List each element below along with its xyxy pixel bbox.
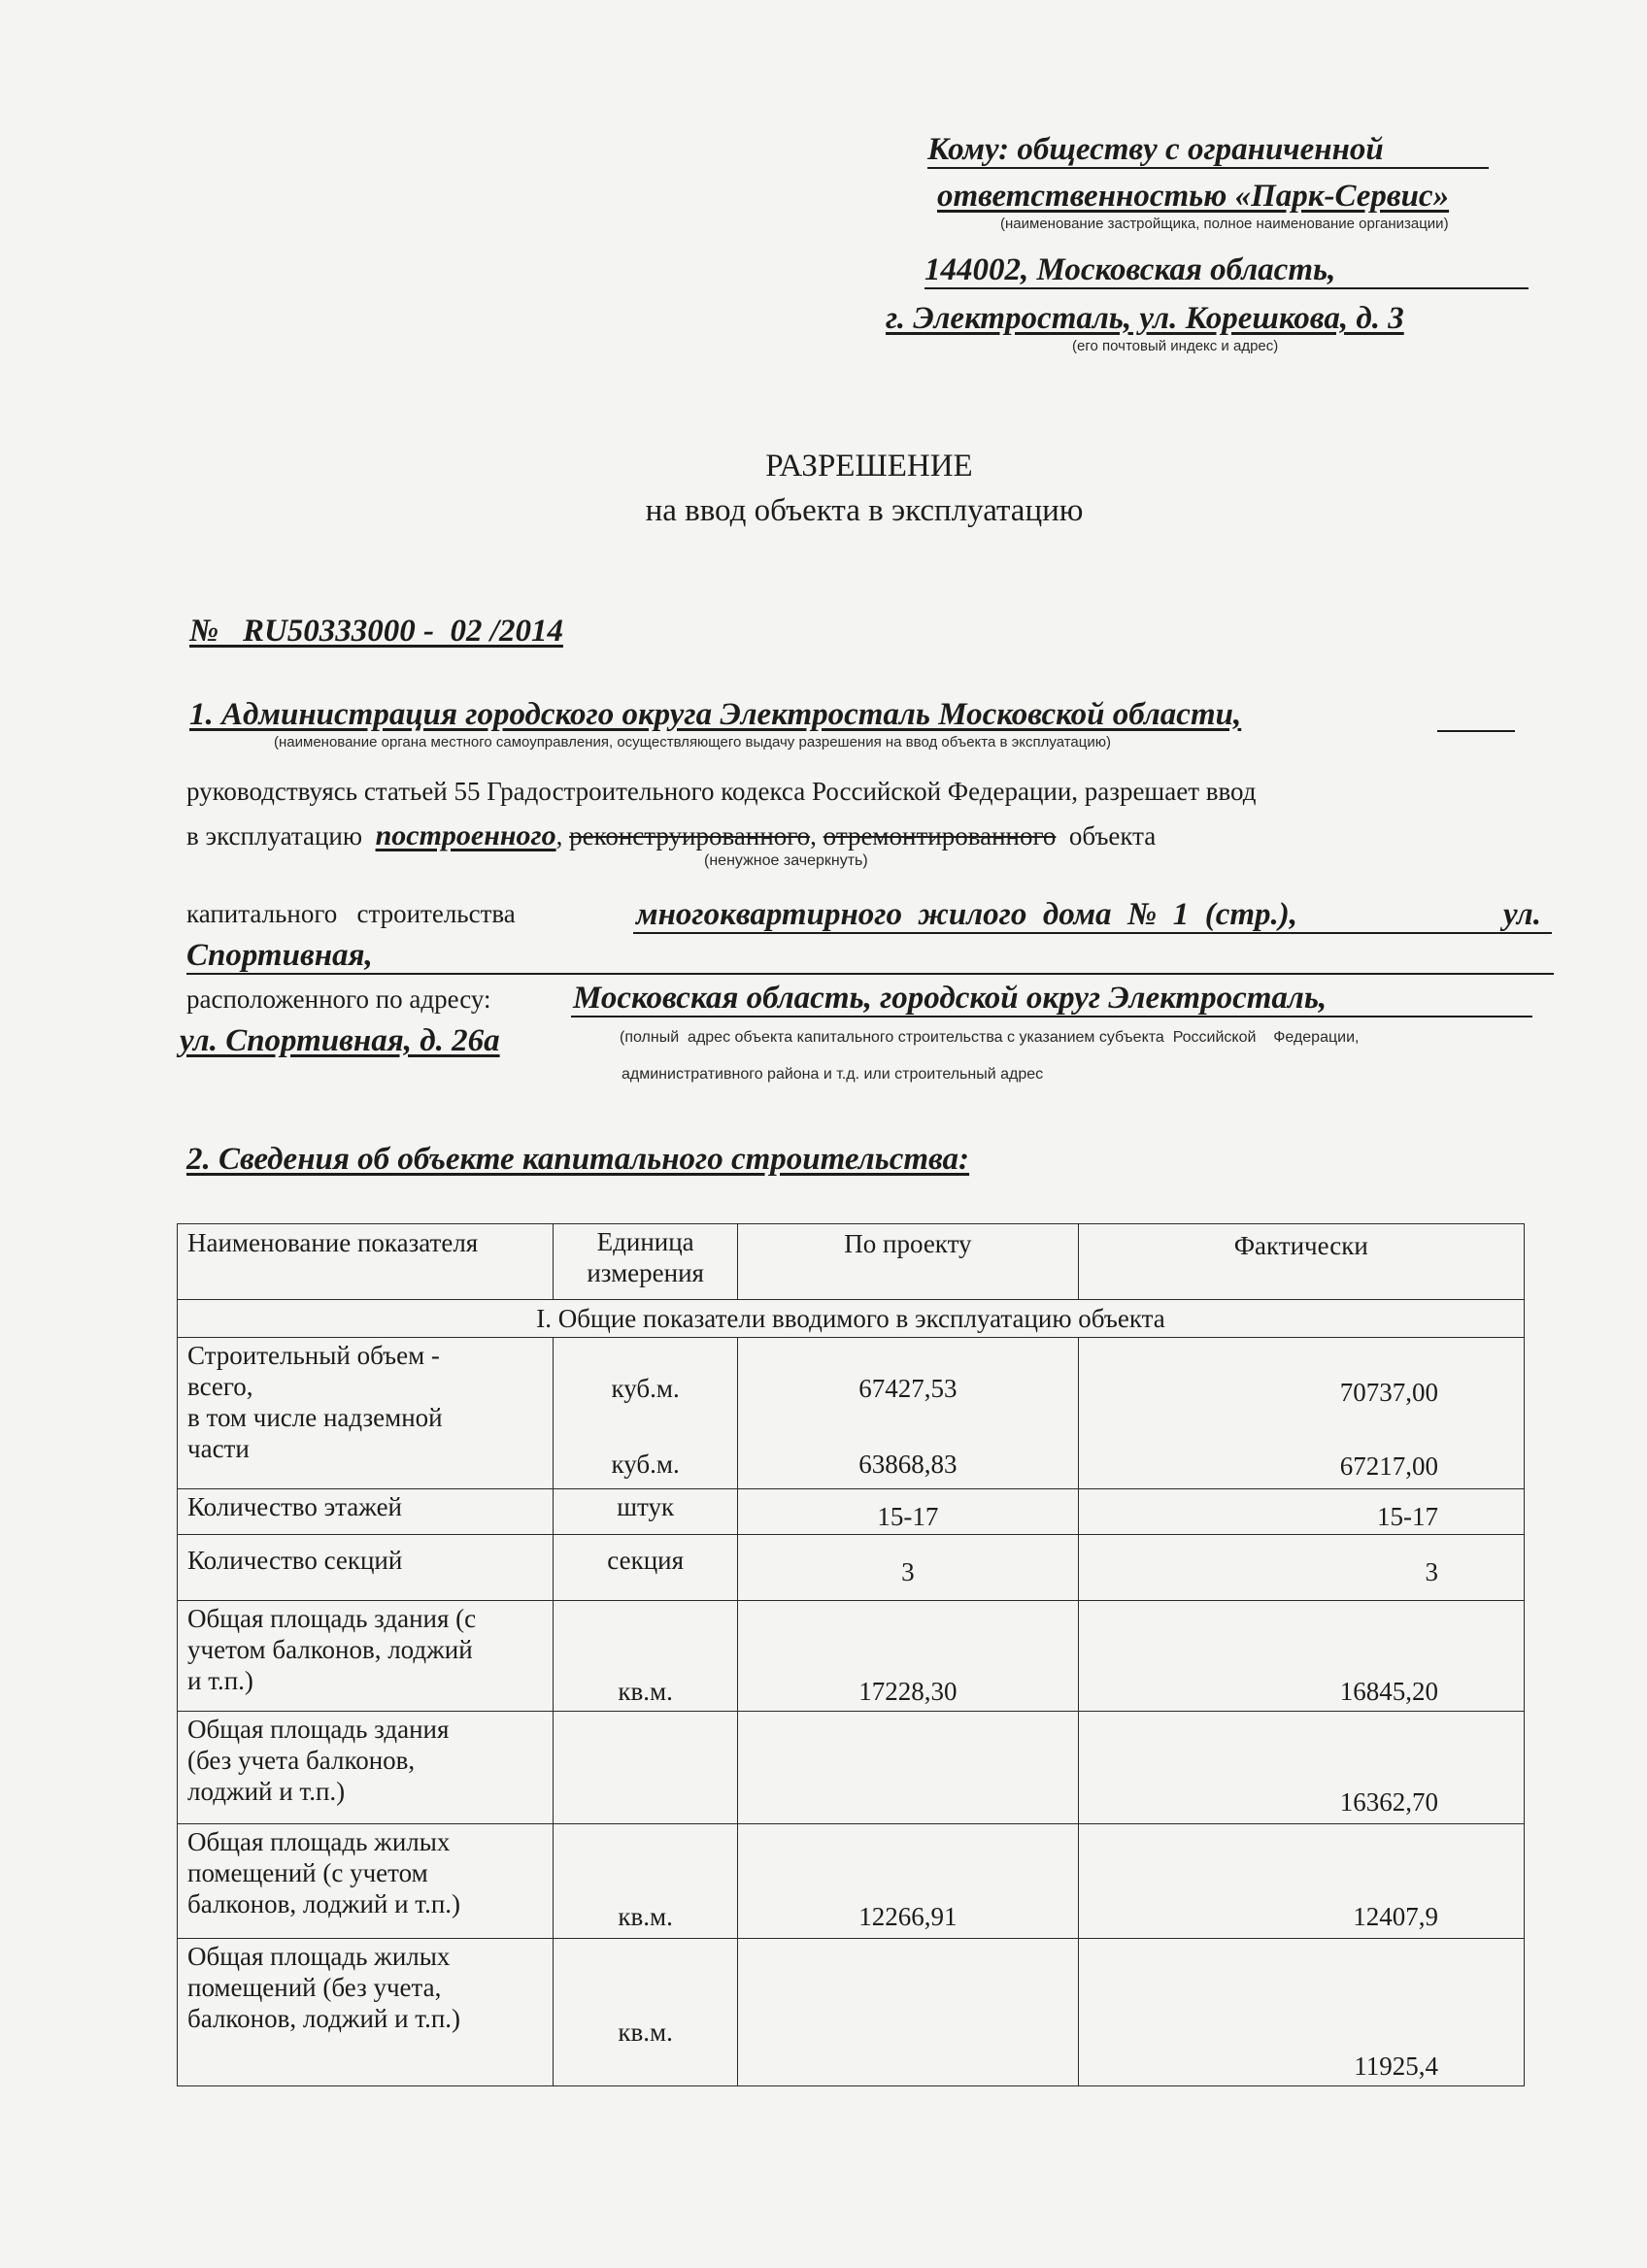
plan-above-ground: 63868,83 <box>858 1450 958 1479</box>
row-unit: кв.м. <box>554 1824 738 1939</box>
object-info-table <box>177 1223 1525 2086</box>
row-plan: 17228,30 <box>738 1601 1078 1712</box>
row-fact: 12407,9 <box>1078 1824 1524 1939</box>
section-2-heading: 2. Сведения об объекте капитального строительства: <box>186 1142 970 1177</box>
section-1-text-line-2 <box>186 819 1156 852</box>
row-fact <box>1078 1338 1524 1489</box>
document-title: РАЗРЕШЕНИЕ <box>765 449 973 484</box>
table-row <box>178 1489 1525 1535</box>
object-address-hint-2: административного района и т.д. или строительный адрес <box>622 1066 1044 1083</box>
row-name: Общая площадь жилых помещений (без учета, балконов, лоджий и т.п.) <box>178 1939 554 2086</box>
address-label: расположенного по адресу: <box>186 984 491 1014</box>
row-name: Количество этажей <box>178 1489 554 1535</box>
row-name: Общая площадь жилых помещений (с учетом балконов, лоджий и т.п.) <box>178 1824 554 1939</box>
table-row <box>178 1535 1525 1601</box>
object-name-line-1b: ул. <box>1503 897 1541 932</box>
object-name-line-2: Спортивная, <box>186 938 373 973</box>
recipient-address-2: г. Электросталь, ул. Корешкова, д. 3 <box>886 301 1404 336</box>
built-option: построенного <box>375 819 556 851</box>
comma: , <box>555 821 563 850</box>
row-fact: 16845,20 <box>1078 1601 1524 1712</box>
column-header: По проекту <box>738 1224 1078 1300</box>
row-unit: кв.м. <box>554 1939 738 2086</box>
table-header-row <box>178 1224 1525 1300</box>
row-name: Общая площадь здания (с учетом балконов, лоджий и т.п.) <box>178 1601 554 1712</box>
row-fact: 16362,70 <box>1078 1712 1524 1824</box>
table-row <box>178 1601 1525 1712</box>
permit-number: № RU50333000 - 02 /2014 <box>189 614 563 649</box>
column-header: Фактически <box>1078 1224 1524 1300</box>
object-address-line-1: Московская область, городской округ Электросталь, <box>573 981 1328 1016</box>
column-header: Единица измерения <box>554 1224 738 1300</box>
strike-hint: (ненужное зачеркнуть) <box>704 852 868 869</box>
section-1-hint: (наименование органа местного самоуправления, осуществляющего выдачу разрешения на ввод объекта в эксплуатацию) <box>274 734 1111 750</box>
object-address-line-2: ул. Спортивная, д. 26а <box>180 1023 500 1058</box>
recipient-address-hint: (его почтовый индекс и адрес) <box>1072 338 1279 354</box>
table-group-row <box>178 1300 1525 1338</box>
recipient-line-1: Кому: обществу с ограниченной <box>927 132 1384 167</box>
row-name: Количество секций <box>178 1535 554 1601</box>
recipient-hint: (наименование застройщика, полное наименование организации) <box>1000 216 1449 232</box>
row-fact: 3 <box>1078 1535 1524 1601</box>
plan-total: 67427,53 <box>858 1374 958 1403</box>
reconstructed-option: реконструированного <box>569 821 811 850</box>
text-suffix: объекта <box>1068 821 1157 850</box>
document-subtitle: на ввод объекта в эксплуатацию <box>645 493 1084 528</box>
table-row <box>178 1939 1525 2086</box>
row-fact: 15-17 <box>1078 1489 1524 1535</box>
row-name: Строительный объем - всего, в том числе надземной части <box>178 1338 554 1489</box>
row-plan: 12266,91 <box>738 1824 1078 1939</box>
row-unit <box>554 1338 738 1489</box>
unit-total: куб.м. <box>611 1374 680 1403</box>
row-plan: 3 <box>738 1535 1078 1601</box>
table-row <box>178 1712 1525 1824</box>
row-plan <box>738 1712 1078 1824</box>
repaired-option: отремонтированного <box>823 821 1057 850</box>
row-name: Общая площадь здания (без учета балконов, лоджий и т.п.) <box>178 1712 554 1824</box>
row-unit <box>554 1712 738 1824</box>
unit-above-ground: куб.м. <box>611 1450 680 1479</box>
object-address-hint-1: (полный адрес объекта капитального строительства с указанием субъекта Российской Федерации, <box>620 1029 1360 1046</box>
section-1-heading: 1. Администрация городского округа Электросталь Московской области, <box>189 697 1242 732</box>
recipient-address-1: 144002, Московская область, <box>924 252 1336 287</box>
capital-label: капитального строительства <box>186 899 516 928</box>
row-unit: кв.м. <box>554 1601 738 1712</box>
fact-above-ground: 67217,00 <box>1339 1451 1438 1481</box>
table-row <box>178 1338 1525 1489</box>
text-prefix: в эксплуатацию <box>186 821 363 850</box>
group-title: I. Общие показатели вводимого в эксплуатацию объекта <box>178 1300 1525 1338</box>
comma: , <box>810 821 817 850</box>
table-row <box>178 1824 1525 1939</box>
object-name-line-1: многоквартирного жилого дома № 1 (стр.), <box>636 897 1298 932</box>
row-fact: 11925,4 <box>1078 1939 1524 2086</box>
recipient-line-2: ответственностью «Парк-Сервис» <box>937 179 1450 214</box>
row-plan <box>738 1939 1078 2086</box>
row-unit: штук <box>554 1489 738 1535</box>
row-unit: секция <box>554 1535 738 1601</box>
fact-total: 70737,00 <box>1339 1378 1438 1407</box>
row-plan <box>738 1338 1078 1489</box>
section-1-text-line-1: руководствуясь статьей 55 Градостроительного кодекса Российской Федерации, разрешает ввод <box>186 777 1257 806</box>
row-plan: 15-17 <box>738 1489 1078 1535</box>
column-header: Наименование показателя <box>178 1224 554 1300</box>
